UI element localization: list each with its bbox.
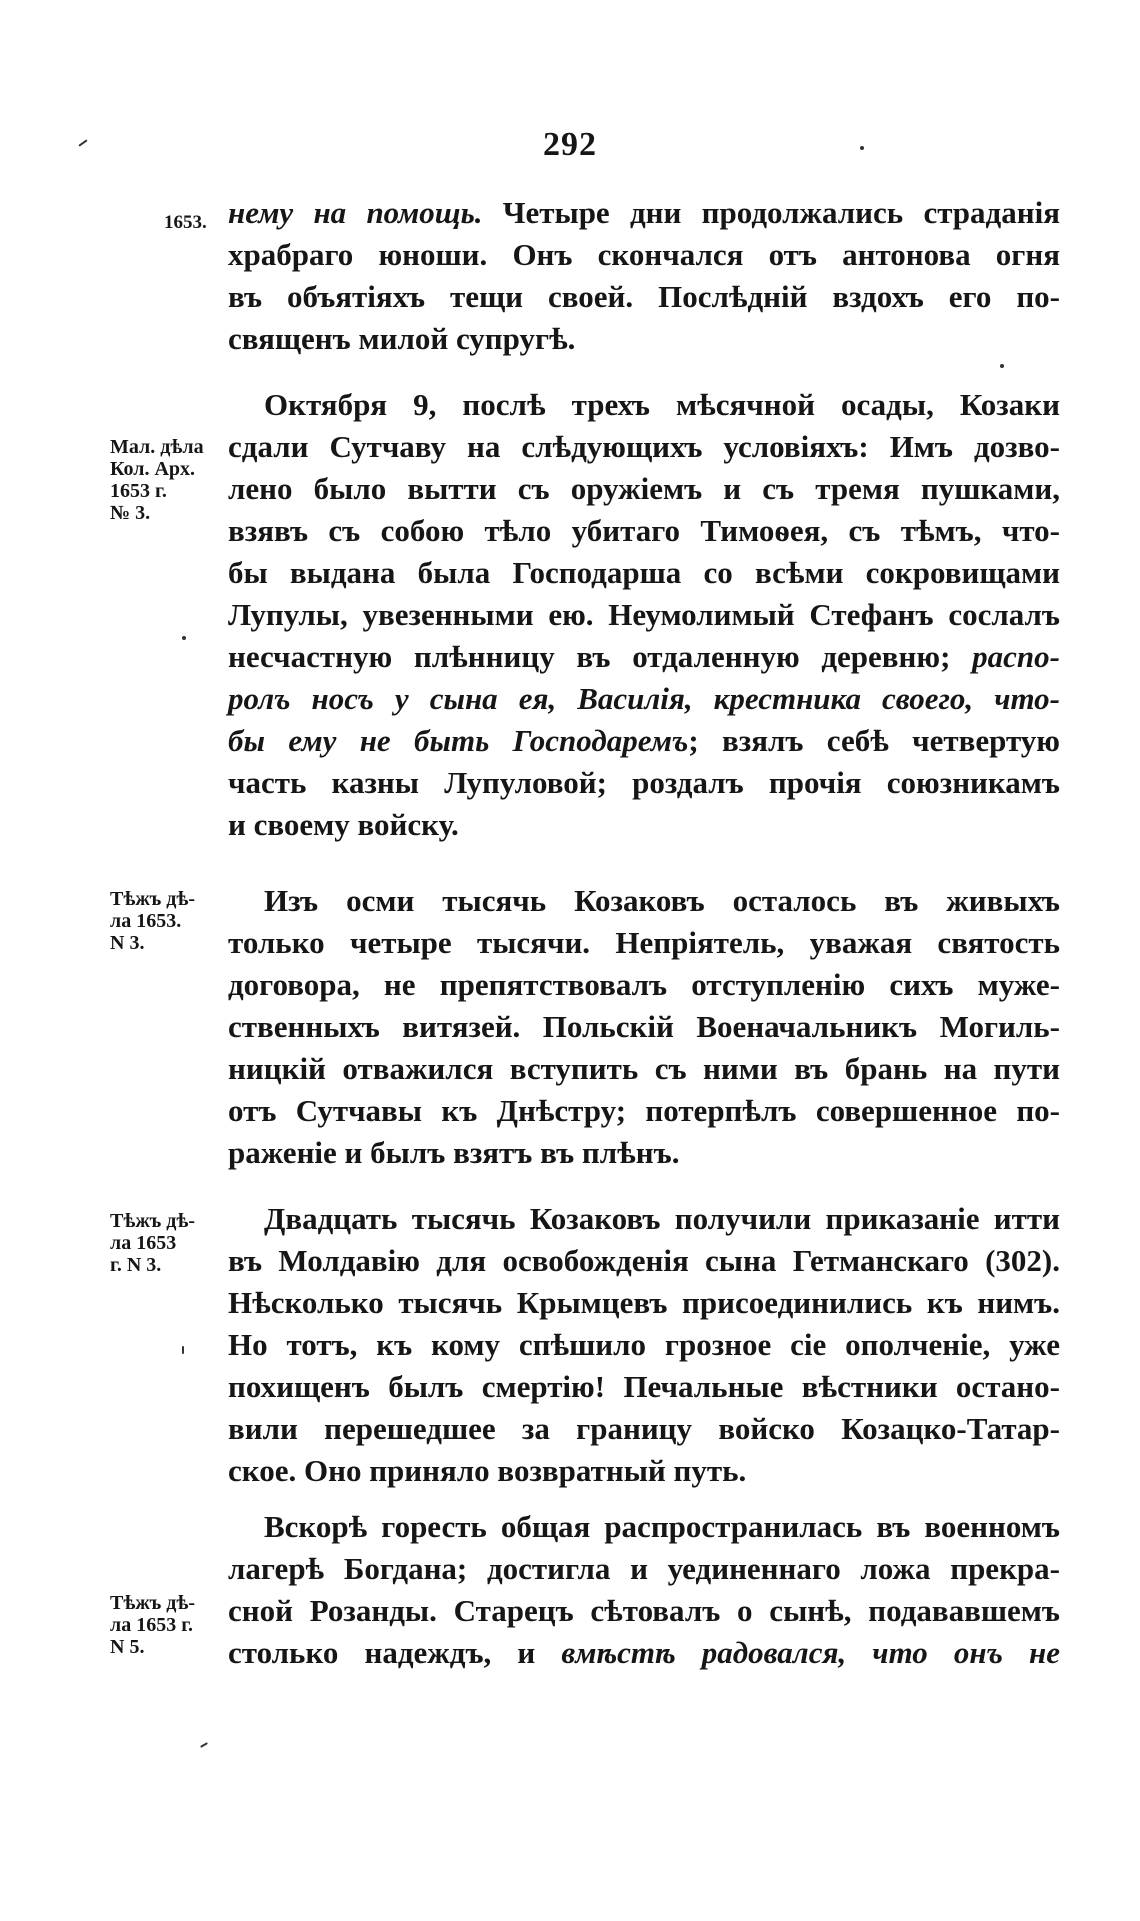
text-line: бы выдана была Господарша со всѣми сокровищами [228, 555, 1060, 590]
margin-note-tezh-dela-2 [110, 1210, 228, 1276]
text-line: Нѣсколько тысячь Крымцевъ присоединились къ нимъ. [228, 1285, 1060, 1320]
text-line: похищенъ былъ смертію! Печальные вѣстники остано- [228, 1369, 1060, 1404]
text-line: священъ милой супругѣ. [228, 321, 576, 356]
paragraph-1 [228, 192, 1060, 360]
margin-note-tezh-dela-1 [110, 888, 228, 954]
text-line: Изъ осми тысячь Козаковъ осталось въ живыхъ [264, 883, 1060, 918]
margin-note-line: Тѣжъ дѣ- [110, 1592, 196, 1614]
text-line [228, 1632, 1060, 1674]
text-line: въ Молдавію для освобожденія сына Гетманскаго (302). [228, 1243, 1060, 1278]
text-line: ское. Оно приняло возвратный путь. [228, 1453, 747, 1488]
text-line: храбраго юноши. Онъ скончался отъ антонова огня [228, 237, 1060, 272]
text-line: раженіе и былъ взятъ въ плѣнъ. [228, 1135, 680, 1170]
text-span: ; взялъ себѣ четвертую [688, 723, 1060, 758]
margin-note-line: ла 1653 [110, 1232, 177, 1254]
italic-phrase: бы ему не быть Господаремъ [228, 723, 689, 758]
text-line [228, 192, 1060, 234]
text-line: и своему войску. [228, 807, 459, 842]
margin-year-note: 1653. [164, 212, 207, 233]
text-line: часть казны Лупуловой; роздалъ прочія союзникамъ [228, 765, 1060, 800]
text-line: вили перешедшее за границу войско Козацко-Татар- [228, 1411, 1060, 1446]
text-line: лагерѣ Богдана; достигла и уединеннаго ложа прекра- [228, 1551, 1060, 1586]
margin-note-line: 1653 г. [110, 480, 167, 502]
text-line: взявъ съ собою тѣло убитаго Тимоѳея, съ тѣмъ, что- [228, 513, 1060, 548]
scan-speck [1000, 364, 1004, 368]
margin-note-mal-dela [110, 436, 228, 524]
paragraph-4 [228, 1198, 1060, 1492]
margin-note-line: г. N 3. [110, 1254, 162, 1276]
paragraph-2 [228, 384, 1060, 846]
text-span: Четыре дни продолжались страданія [482, 195, 1060, 230]
margin-note-line: Мал. дѣла [110, 436, 204, 458]
scan-speck [860, 146, 864, 150]
paragraph-3 [228, 880, 1060, 1174]
text-line [228, 636, 1060, 678]
page-number: 292 [543, 126, 597, 163]
scan-speck [182, 636, 186, 640]
text-line: сдали Сутчаву на слѣдующихъ условіяхъ: Имъ дозво- [228, 429, 1060, 464]
text-span: несчастную плѣнницу въ отдаленную деревню; [228, 639, 973, 674]
paragraph-5 [228, 1506, 1060, 1674]
margin-note-line: Тѣжъ дѣ- [110, 1210, 196, 1232]
text-line: договора, не препятствовалъ отступленію сихъ муже- [228, 967, 1060, 1002]
margin-note-line: Тѣжъ дѣ- [110, 888, 196, 910]
margin-note-tezh-dela-3 [110, 1592, 228, 1658]
margin-note-line: ла 1653. [110, 910, 182, 932]
italic-phrase: нему на помощь. [228, 195, 483, 230]
scan-speck [182, 1346, 184, 1354]
text-line: Вскорѣ горесть общая распространилась въ военномъ [264, 1509, 1060, 1544]
text-line: въ объятіяхъ тещи своей. Послѣдній вздохъ его по- [228, 279, 1060, 314]
margin-note-line: № 3. [110, 502, 151, 524]
text-line: лено было вытти съ оружіемъ и съ тремя пушками, [228, 471, 1060, 506]
text-line: ницкій отважился вступить съ ними въ брань на пути [228, 1051, 1060, 1086]
margin-note-line: N 3. [110, 932, 145, 954]
text-line: ролъ носъ у сына ея, Василія, крестника своего, что- [228, 681, 1060, 716]
scan-speck [200, 1742, 208, 1748]
text-line: отъ Сутчавы къ Днѣстру; потерпѣлъ совершенное по- [228, 1093, 1060, 1128]
text-line: Но тотъ, къ кому спѣшило грозное сіе ополченіе, уже [228, 1327, 1060, 1362]
text-line: ственныхъ витязей. Польскій Военачальникъ Могиль- [228, 1009, 1060, 1044]
margin-note-line: ла 1653 г. [110, 1614, 194, 1636]
text-line: только четыре тысячи. Непріятель, уважая святость [228, 925, 1060, 960]
text-line: Двадцать тысячь Козаковъ получили приказаніе итти [264, 1201, 1060, 1236]
text-line: сной Розанды. Старецъ сѣтовалъ о сынѣ, подававшемъ [228, 1593, 1060, 1628]
margin-note-line: N 5. [110, 1636, 145, 1658]
margin-note-line: Кол. Арх. [110, 458, 196, 480]
italic-phrase: вмѣстѣ радовался, что онъ не [561, 1635, 1060, 1670]
italic-phrase: распо- [972, 639, 1060, 674]
text-line: Октября 9, послѣ трехъ мѣсячной осады, Козаки [264, 387, 1060, 422]
text-line: Лупулы, увезенными ею. Неумолимый Стефанъ сослалъ [228, 597, 1060, 632]
text-span: столько надеждъ, и [228, 1635, 562, 1670]
text-line [228, 720, 1060, 762]
